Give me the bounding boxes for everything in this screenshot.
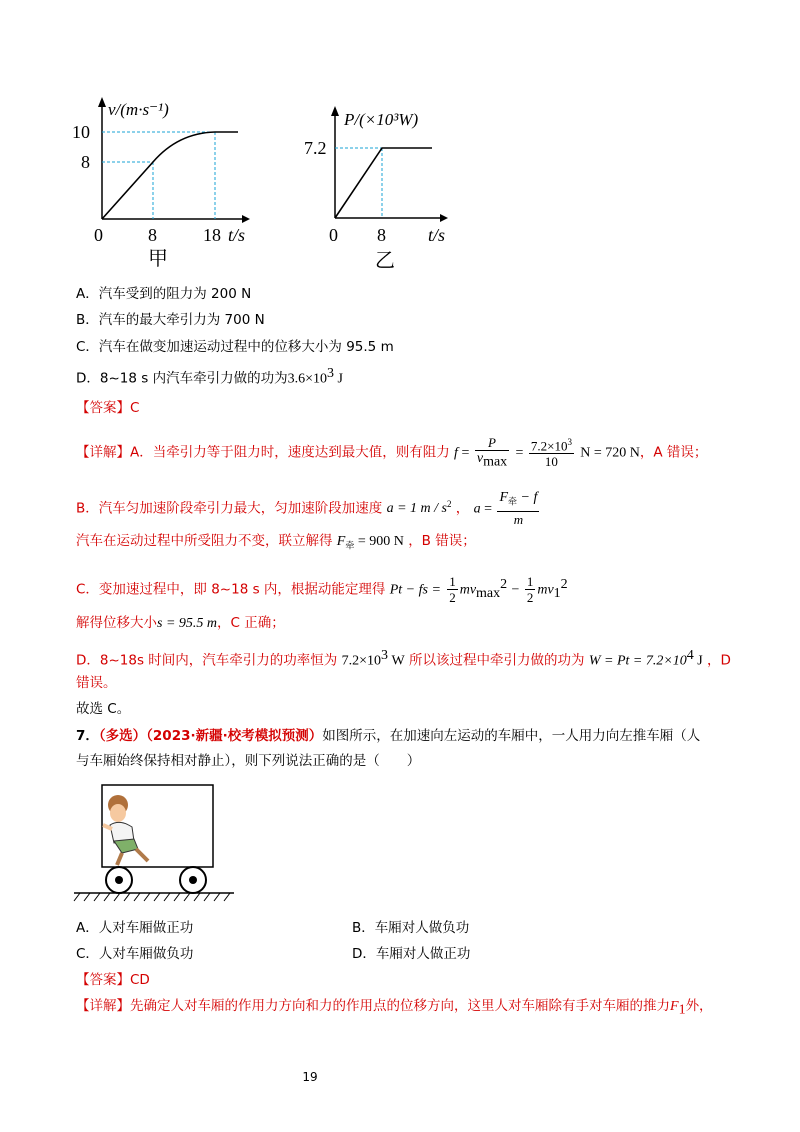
x-tick-0: 0 xyxy=(94,225,103,245)
q7-option-a: A．人对车厢做正功 xyxy=(76,920,194,936)
page-number: 19 xyxy=(302,1070,318,1084)
q6-option-c: C．汽车在做变加速运动过程中的位移大小为 95.5 m xyxy=(76,339,394,355)
y-axis-arrow xyxy=(98,97,106,107)
y-tick-10: 10 xyxy=(72,122,90,142)
wheel-left-hub xyxy=(115,876,123,884)
q7-option-c: C．人对车厢做负功 xyxy=(76,946,194,962)
x-axis-arrow xyxy=(440,214,448,222)
x-tick-8: 8 xyxy=(148,225,157,245)
q6-answer: 【答案】C xyxy=(76,400,140,416)
carriage-figure xyxy=(72,775,242,910)
q7-stem-line2: 与车厢始终保持相对静止），则下列说法正确的是（ ） xyxy=(76,753,421,769)
q7-answer: 【答案】CD xyxy=(76,972,150,988)
q7-option-d: D．车厢对人做正功 xyxy=(352,946,471,962)
q6-detail-b-cont: 汽车在运动过程中所受阻力不变，联立解得 $F_牵 = 900$ N ，B 错误； xyxy=(76,533,476,552)
power-curve xyxy=(335,148,432,218)
power-time-graph xyxy=(300,100,475,275)
x-axis-label: t/s xyxy=(428,225,446,245)
q6-detail-d-cont: 错误。 xyxy=(76,675,117,691)
x-tick-18: 18 xyxy=(203,225,221,245)
q6-detail-b: B．汽车匀加速阶段牵引力最大，匀加速阶段加速度 a = 1 m / $s^2$ ， a = $\frac{F_牵 - f}{m}$ xyxy=(76,490,538,527)
graph-caption-yi: 乙 xyxy=(375,250,395,272)
x-tick-8: 8 xyxy=(377,225,386,245)
q6-detail-c: C．变加速过程中，即 8~18 s 内，根据动能定理得 Pt − fs = $\frac{1}{2}$ $mv_{max}^2$ − $\frac{1}{2}$ $mv_1^2$ xyxy=(76,574,568,605)
q7-stem-line1: 7．（多选）（2023·新疆·校考模拟预测）如图所示，在加速向左运动的车厢中，一人用力向左推车厢（人 xyxy=(76,728,701,744)
wheel-right-hub xyxy=(189,876,197,884)
q6-option-d: D．8~18 s 内汽车牵引力做的功为$3.6\times 10^3$ J xyxy=(76,366,343,387)
velocity-curve xyxy=(102,132,238,219)
q6-detail-d: D．8~18s 时间内，汽车牵引力的功率恒为 $7.2\times 10^3$ W 所以该过程中牵引力做的功为 $W = Pt = 7.2\times 10^4$ J ，D xyxy=(76,648,731,669)
q6-detail-c-result: 解得位移大小s = 95.5 m，C 正确； xyxy=(76,615,285,631)
x-axis-label: t/s xyxy=(228,225,246,245)
q7-option-b: B．车厢对人做负功 xyxy=(352,920,470,936)
y-axis-label: P/(×10³W) xyxy=(344,110,419,129)
q6-option-b: B．汽车的最大牵引力为 700 N xyxy=(76,312,265,328)
y-tick-8: 8 xyxy=(81,152,90,172)
x-axis-arrow xyxy=(242,215,250,223)
graph-caption-jia: 甲 xyxy=(148,248,168,270)
y-axis-label: v/(m·s⁻¹) xyxy=(108,100,169,119)
velocity-time-graph xyxy=(70,95,260,270)
q6-conclusion: 故选 C。 xyxy=(76,701,131,717)
y-tick-7-2: 7.2 xyxy=(304,138,327,158)
q6-detail-a: 【详解】A．当牵引力等于阻力时，速度达到最大值，则有阻力 f = $\frac{P}{v_{max}}$ = $\frac{7.2\times 10^3}{10}$ N = 720 N，A 错误； xyxy=(76,435,708,470)
x-tick-0: 0 xyxy=(329,225,338,245)
person-face xyxy=(110,804,126,822)
q7-detail: 【详解】先确定人对车厢的作用力方向和力的作用点的位移方向，这里人对车厢除有手对车厢的推力$F_1$外， xyxy=(76,998,713,1018)
ground-hatch xyxy=(74,893,230,901)
q6-option-a: A．汽车受到的阻力为 200 N xyxy=(76,286,252,302)
y-axis-arrow xyxy=(331,106,339,116)
